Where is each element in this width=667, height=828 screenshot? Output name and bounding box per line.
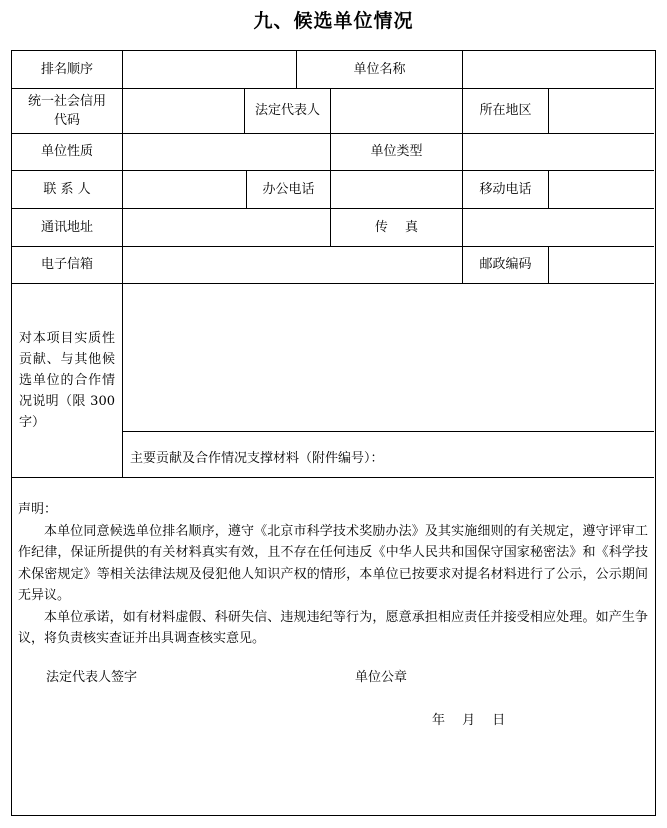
row-divider xyxy=(12,477,654,478)
date-label: 年 月 日 xyxy=(432,713,506,728)
label-credit-code-line1: 统一社会信用 xyxy=(27,93,106,109)
declaration-paragraph-1: 本单位同意候选单位排名顺序，遵守《北京市科学技术奖励办法》及其实施细则的有关规定，遵守评审工作纪律，保证所提供的有关材料真实有效，且不存在任何违反《中华人民共和国保守国家秘密法》和《科学技术保密规定》等相关法律法规及侵犯他人知识产权的情形，本单位已按要求对提名材料进行了公示，公示期间无异议。 xyxy=(18,523,648,603)
label-unit-nature: 单位性质 xyxy=(40,144,93,159)
label-contribution-desc: 对本项目实质性贡献、与其他候选单位的合作情况说明（限 300 字） xyxy=(19,330,115,430)
unit-type-field[interactable] xyxy=(463,133,654,170)
email-field[interactable] xyxy=(123,246,462,283)
page-title: 九、候选单位情况 xyxy=(253,10,414,32)
label-rank-order: 排名顺序 xyxy=(40,62,93,77)
legal-rep-signature-label: 法定代表人签字 xyxy=(46,670,138,685)
postal-code-field[interactable] xyxy=(549,246,654,283)
label-contact: 联 系 人 xyxy=(43,181,91,197)
label-unit-type: 单位类型 xyxy=(370,144,423,159)
credit-code-field[interactable] xyxy=(123,88,244,133)
label-credit-code xyxy=(12,88,122,133)
location-field[interactable] xyxy=(549,88,654,133)
unit-seal-label: 单位公章 xyxy=(355,670,408,685)
fax-field[interactable] xyxy=(463,208,654,246)
label-location: 所在地区 xyxy=(479,103,532,118)
legal-rep-field[interactable] xyxy=(331,88,462,133)
candidate-unit-form xyxy=(11,50,656,816)
label-legal-rep: 法定代表人 xyxy=(254,103,320,118)
label-office-phone: 办公电话 xyxy=(262,181,315,197)
label-address: 通讯地址 xyxy=(40,219,93,235)
contact-field[interactable] xyxy=(123,170,246,208)
declaration-heading: 声明： xyxy=(18,502,58,517)
declaration-paragraph-2: 本单位承诺，如有材料虚假、科研失信、违规违纪等行为，愿意承担相应责任并接受相应处理。如产生争议，将负责核实查证并出具调查核实意见。 xyxy=(18,609,648,646)
label-support-materials: 主要贡献及合作情况支撑材料（附件编号）： xyxy=(130,451,384,466)
label-postal-code: 邮政编码 xyxy=(479,257,532,272)
rank-order-field[interactable] xyxy=(123,51,296,88)
label-unit-name: 单位名称 xyxy=(353,62,406,77)
label-email: 电子信箱 xyxy=(40,257,93,272)
label-credit-code-line2: 代码 xyxy=(53,112,80,128)
row-divider xyxy=(122,431,654,432)
office-phone-field[interactable] xyxy=(331,170,462,208)
mobile-phone-field[interactable] xyxy=(549,170,654,208)
label-mobile-phone: 移动电话 xyxy=(479,181,532,197)
unit-name-field[interactable] xyxy=(463,51,654,88)
declaration-block xyxy=(18,499,648,650)
label-fax: 传 真 xyxy=(374,219,419,235)
unit-nature-field[interactable] xyxy=(123,133,330,170)
address-field[interactable] xyxy=(123,208,330,246)
contribution-desc-field[interactable] xyxy=(123,284,654,431)
